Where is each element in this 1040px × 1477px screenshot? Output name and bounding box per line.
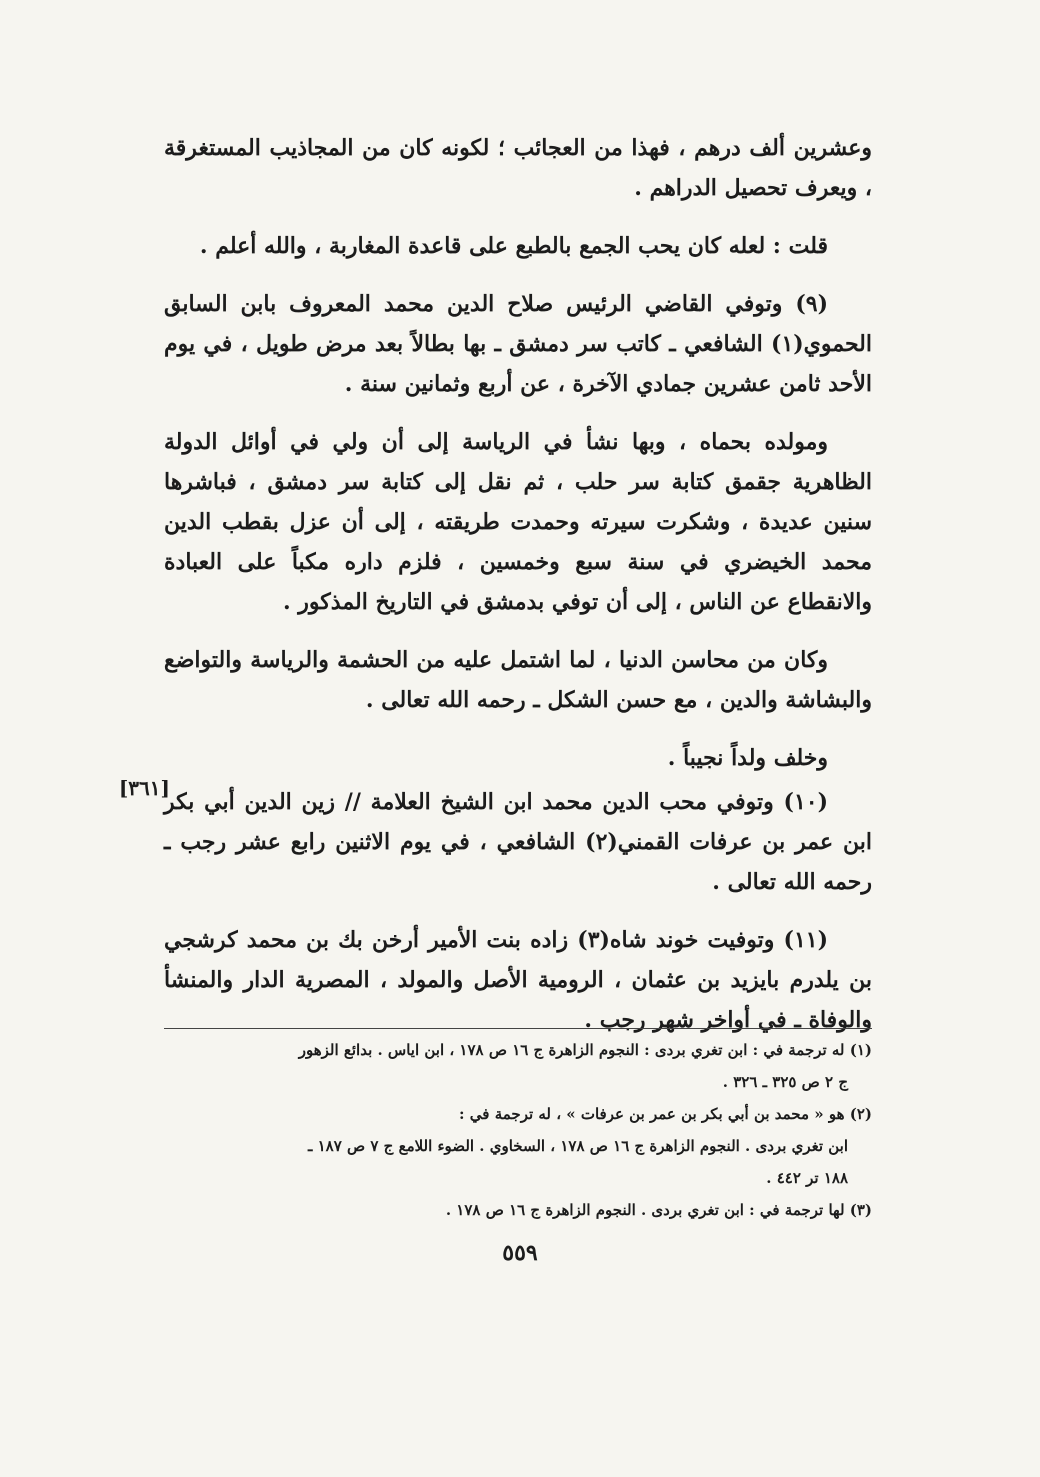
main-text	[164, 128, 872, 1058]
footnote-1: (١) له ترجمة في : ابن تغري بردى : النجوم الزاهرة ج ١٦ ص ١٧٨ ، ابن اياس . بدائع الزهور	[298, 1041, 872, 1059]
entry-9-virtues: وكان من محاسن الدنيا ، لما اشتمل عليه من الحشمة والرياسة والتواضع والبشاشة والدين ، مع حسن الشكل ـ رحمه الله تعالى .	[164, 647, 872, 713]
paragraph-note: قلت : لعله كان يحب الجمع بالطبع على قاعدة المغاربة ، والله أعلم .	[199, 233, 828, 259]
footnote-1-continuation: ج ٢ ص ٣٢٥ ـ ٣٢٦ .	[722, 1073, 848, 1091]
page-number: ٥٥٩	[502, 1240, 538, 1266]
entry-10: (١٠) وتوفي محب الدين محمد ابن الشيخ العلامة // زين الدين أبي بكر ابن عمر بن عرفات القمني(٢) الشافعي ، في يوم الاثنين رابع عشر رجب ـ رحمه الله تعالى .	[164, 789, 872, 895]
paragraph-continuation: وعشرين ألف درهم ، فهذا من العجائب ؛ لكونه كان من المجاذيب المستغرقة ، ويعرف تحصيل الدراهم .	[164, 135, 872, 201]
entry-9-offspring: وخلف ولداً نجيباً .	[667, 745, 828, 771]
footnote-2: (٢) هو « محمد بن أبي بكر بن عمر بن عرفات » ، له ترجمة في :	[459, 1105, 872, 1123]
entry-9: (٩) وتوفي القاضي الرئيس صلاح الدين محمد المعروف بابن السابق الحموي(١) الشافعي ـ كاتب سر دمشق ـ بها بطالاً بعد مرض طويل ، في يوم الأحد ثامن عشرين جمادي الآخرة ، عن أربع وثمانين سنة .	[164, 291, 872, 397]
entry-9-birth: ومولده بحماه ، وبها نشأ في الرياسة إلى أن ولي في أوائل الدولة الظاهرية جقمق كتابة سر حلب ، ثم نقل إلى كتابة سر دمشق ، فباشرها سنين عديدة ، وشكرت سيرته وحمدت طريقته ، إلى أن عزل بقطب الدين محمد الخيضري في سنة سبع وخمسين ، فلزم داره مكباً على العبادة والانقطاع عن الناس ، إلى أن توفي بدمشق في التاريخ المذكور .	[164, 429, 872, 615]
footnote-2-continuation-2: ١٨٨ تر ٤٤٢ .	[766, 1169, 848, 1187]
footnotes	[164, 1028, 872, 1227]
footnote-3: (٣) لها ترجمة في : ابن تغري بردى . النجوم الزاهرة ج ١٦ ص ١٧٨ .	[445, 1201, 872, 1219]
entry-11: (١١) وتوفيت خوند شاه(٣) زاده بنت الأمير أرخن بك بن محمد كرشجي بن يلدرم بايزيد بن عثمان ، الرومية الأصل والمولد ، المصرية الدار والمنشأ والوفاة ـ في أواخر شهر رجب .	[164, 927, 872, 1033]
footnote-2-continuation: ابن تغري بردى . النجوم الزاهرة ج ١٦ ص ١٧٨ ، السخاوي . الضوء اللامع ج ٧ ص ١٨٧ ـ	[308, 1137, 848, 1155]
margin-page-reference: [٣٦١]	[118, 776, 170, 800]
